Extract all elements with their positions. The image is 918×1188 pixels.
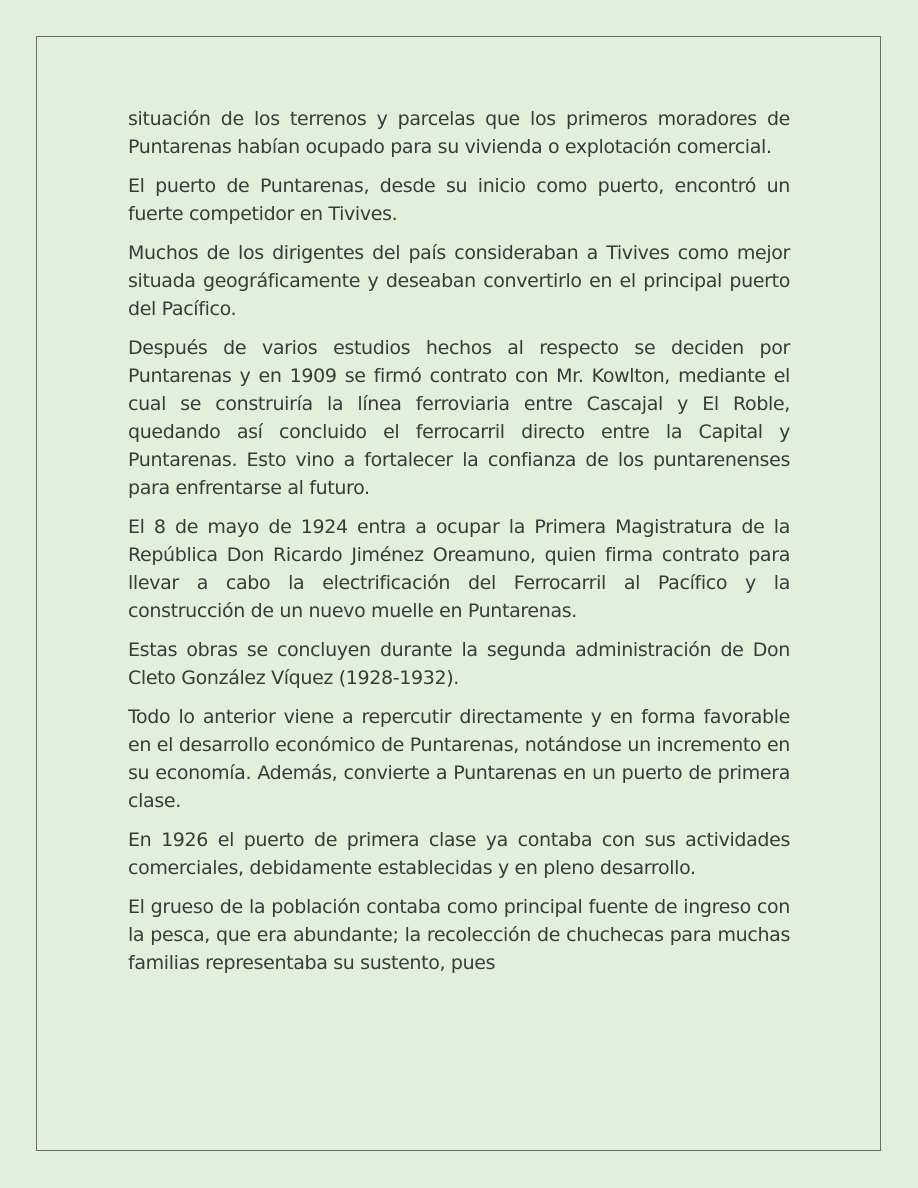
paragraph-obras: Estas obras se concluyen durante la segunda administración de Don Cleto González Víquez (1928-1932). <box>128 639 790 689</box>
paragraph-dirigentes: Muchos de los dirigentes del país consideraban a Tivives como mejor situada geográficamente y deseaban convertirlo en el principal puerto del Pacífico. <box>128 242 790 320</box>
paragraph-terrenos: situación de los terrenos y parcelas que los primeros moradores de Puntarenas habían ocupado para su vivienda o explotación comercial. <box>128 108 790 158</box>
paragraph-competidor-tivives: El puerto de Puntarenas, desde su inicio como puerto, encontró un fuerte competidor en Tivives. <box>128 175 790 225</box>
paragraph-ferrocarril: Después de varios estudios hechos al respecto se deciden por Puntarenas y en 1909 se firmó contrato con Mr. Kowlton, mediante el cual se construiría la línea ferroviaria entre Cascajal y El Roble, quedando así concluido el ferrocarril directo entre la Capital y Puntarenas. Esto vino a fortalecer la confianza de los puntarenenses para enfrentarse al futuro. <box>128 337 790 499</box>
paragraph-pesca: El grueso de la población contaba como principal fuente de ingreso con la pesca, que era abundante; la recolección de chuchecas para muchas familias representaba su sustento, pues <box>128 896 790 974</box>
paragraph-desarrollo-economico: Todo lo anterior viene a repercutir directamente y en forma favorable en el desarrollo económico de Puntarenas, notándose un incremento en su economía. Además, convierte a Puntarenas en un puerto de primera clase. <box>128 706 790 812</box>
paragraph-1926: En 1926 el puerto de primera clase ya contaba con sus actividades comerciales, debidamente establecidas y en pleno desarrollo. <box>128 829 790 879</box>
document-body <box>128 105 790 988</box>
paragraph-1924: El 8 de mayo de 1924 entra a ocupar la Primera Magistratura de la República Don Ricardo Jiménez Oreamuno, quien firma contrato para llevar a cabo la electrificación del Ferrocarril al Pacífico y la construcción de un nuevo muelle en Puntarenas. <box>128 516 790 622</box>
